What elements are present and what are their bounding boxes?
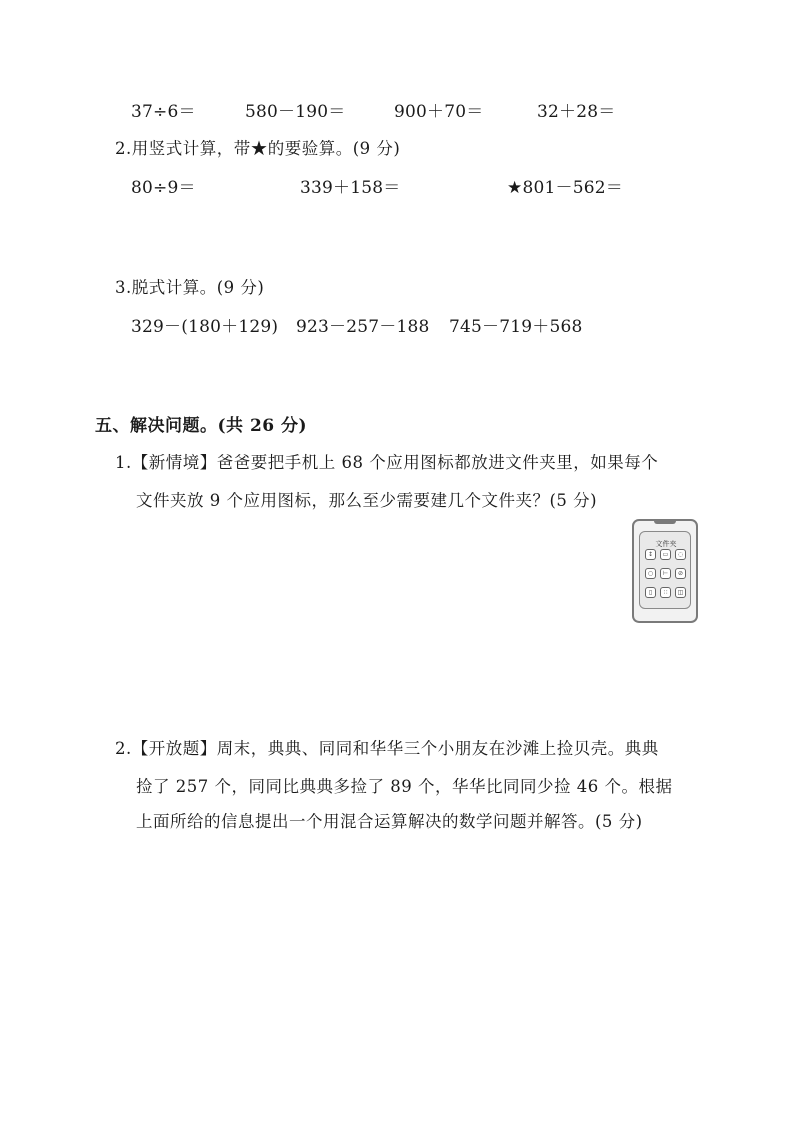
q3-expression-1: 329－(180＋129) [131, 317, 279, 337]
q2-expression-1: 80÷9＝ [131, 178, 196, 198]
phone-notch [654, 520, 676, 524]
clock-icon: ○ [645, 568, 656, 579]
problem-2-line-3: 上面所给的信息提出一个用混合运算解决的数学问题并解答。(5 分) [136, 812, 643, 831]
clipboard-icon: ⊢ [660, 568, 671, 579]
bag-icon: ◫ [675, 587, 686, 598]
q3-expression-2: 923－257－188 [296, 317, 430, 337]
pin-icon: ↕ [645, 549, 656, 560]
problem-1-line-1: 1.【新情境】爸爸要把手机上 68 个应用图标都放进文件夹里，如果每个 [115, 453, 659, 472]
q2-expression-2: 339＋158＝ [300, 178, 401, 198]
problem-2-line-1: 2.【开放题】周末，典典、同同和华华三个小朋友在沙滩上捡贝壳。典典 [115, 739, 659, 758]
lock-icon: ▯ [645, 587, 656, 598]
q2-expression-3: ★801－562＝ [507, 178, 623, 198]
shield-icon: ◌ [675, 549, 686, 560]
section-5-heading: 五、解决问题。(共 26 分) [95, 416, 308, 436]
image-icon: ▭ [660, 549, 671, 560]
question-2-label: 2.用竖式计算，带★的要验算。(9 分) [115, 139, 401, 158]
problem-2-line-2: 捡了 257 个，同同比典典多捡了 89 个，华华比同同少捡 46 个。根据 [136, 777, 673, 796]
question-3-label: 3.脱式计算。(9 分) [115, 278, 265, 297]
expression-3: 900＋70＝ [394, 102, 484, 122]
problem-1-line-2: 文件夹放 9 个应用图标，那么至少需要建几个文件夹？(5 分) [136, 491, 598, 510]
phone-illustration [632, 519, 698, 623]
expression-4: 32＋28＝ [537, 102, 616, 122]
grid-icon: ∷ [660, 587, 671, 598]
expression-2: 580－190＝ [245, 102, 346, 122]
compass-icon: ⊘ [675, 568, 686, 579]
folder-title: 文件夹 [655, 540, 677, 548]
app-folder [639, 531, 691, 609]
expression-1: 37÷6＝ [131, 102, 196, 122]
q3-expression-3: 745－719＋568 [449, 317, 583, 337]
